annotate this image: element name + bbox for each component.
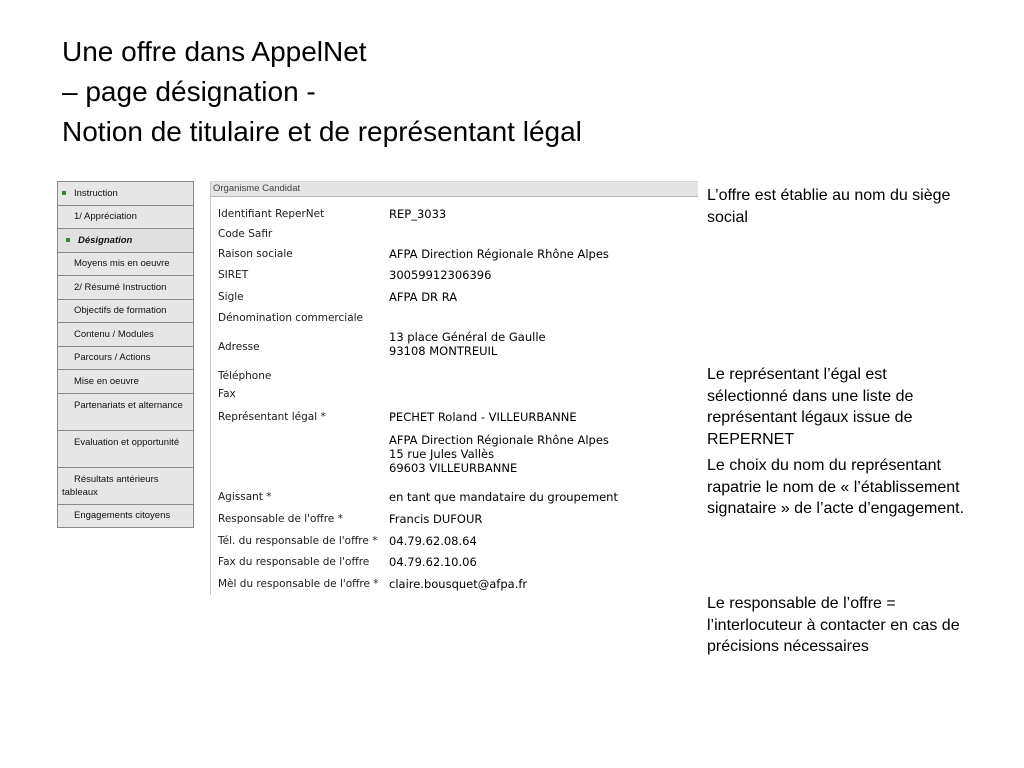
slide-title-line-2: – page désignation -: [62, 76, 316, 107]
field-label: Fax du responsable de l'offre: [218, 556, 370, 568]
address-line-1: 13 place Général de Gaulle: [389, 330, 546, 344]
nav-item-appreciation[interactable]: [57, 206, 194, 230]
slide-title-line-1: Une offre dans AppelNet: [62, 36, 367, 67]
nav-item-evaluation[interactable]: [57, 431, 194, 468]
field-value[interactable]: 30059912306396: [389, 268, 492, 282]
note-text: Le choix du nom du représentant rapatrie le nom de « l’établissement signataire » de l’acte d’engagement.: [707, 457, 965, 517]
rep-address-line-2: 15 rue Jules Vallès: [389, 447, 495, 461]
field-label: Identifiant ReperNet: [218, 208, 325, 220]
nav-item-label: Contenu / Modules: [74, 328, 154, 340]
field-value[interactable]: en tant que mandataire du groupement: [389, 490, 618, 504]
nav-item-label: Désignation: [78, 234, 133, 246]
note-choix-representant: [707, 455, 972, 520]
nav-item-parcours[interactable]: [57, 347, 194, 371]
field-label: Raison sociale: [218, 248, 293, 260]
nav-item-label: Parcours / Actions: [74, 352, 151, 364]
field-label: Dénomination commerciale: [218, 312, 364, 324]
slide-title: [62, 32, 962, 152]
field-label: Mèl du responsable de l'offre *: [218, 578, 379, 590]
rep-address-line-1: AFPA Direction Régionale Rhône Alpes: [389, 433, 609, 447]
field-value[interactable]: REP_3033: [389, 207, 447, 221]
organisme-candidat-panel: [210, 181, 698, 595]
field-label: Représentant légal *: [218, 411, 326, 423]
field-value[interactable]: [389, 330, 699, 358]
note-text: L’offre est établie au nom du siège social: [707, 187, 951, 226]
field-label: Agissant *: [218, 491, 272, 503]
note-responsable-offre: [707, 593, 972, 658]
field-label: Adresse: [218, 341, 260, 353]
field-label: Fax: [218, 388, 236, 400]
nav-item-engagements[interactable]: [57, 505, 194, 529]
panel-header: Organisme Candidat: [211, 181, 698, 197]
slide-title-line-3: Notion de titulaire et de représentant légal: [62, 116, 582, 147]
nav-item-label: Mise en oeuvre: [74, 375, 139, 387]
field-label: SIRET: [218, 269, 249, 281]
nav-item-label: Moyens mis en oeuvre: [74, 258, 170, 270]
field-value[interactable]: 04.79.62.08.64: [389, 534, 477, 548]
field-value: [389, 433, 699, 475]
nav-item-resume-instruction[interactable]: [57, 276, 194, 300]
field-label: Responsable de l'offre *: [218, 513, 343, 525]
nav-item-mise-en-oeuvre[interactable]: [57, 370, 194, 394]
bullet-icon: [66, 238, 70, 242]
field-label: Code Safir: [218, 228, 273, 240]
nav-item-resultats[interactable]: [57, 468, 194, 505]
address-line-2: 93108 MONTREUIL: [389, 344, 498, 358]
nav-item-label: Evaluation et opportunité: [74, 436, 180, 448]
field-value[interactable]: Francis DUFOUR: [389, 512, 483, 526]
nav-item-contenu[interactable]: [57, 323, 194, 347]
field-value[interactable]: AFPA Direction Régionale Rhône Alpes: [389, 247, 609, 261]
field-label: Téléphone: [218, 370, 272, 382]
nav-item-designation[interactable]: [57, 229, 194, 253]
field-value[interactable]: AFPA DR RA: [389, 290, 458, 304]
nav-item-label: Partenariats et alternance: [74, 399, 183, 411]
nav-item-instruction[interactable]: [57, 182, 194, 206]
nav-item-label: Instruction: [74, 187, 118, 199]
nav-item-label: 2/ Résumé Instruction: [74, 281, 167, 293]
bullet-icon: [62, 191, 66, 195]
nav-item-partenariats[interactable]: [57, 394, 194, 431]
field-label: Sigle: [218, 291, 244, 303]
field-value[interactable]: claire.bousquet@afpa.fr: [389, 577, 528, 591]
field-label: Tél. du responsable de l'offre *: [218, 535, 378, 547]
side-navigation: [57, 181, 194, 528]
note-text: Le représentant l’égal est sélectionné dans une liste de représentant légaux issue de REPERNET: [707, 366, 914, 448]
nav-item-label: Engagements citoyens: [74, 510, 171, 522]
rep-address-line-3: 69603 VILLEURBANNE: [389, 461, 518, 475]
nav-item-label: Objectifs de formation: [74, 305, 167, 317]
note-siege-social: [707, 185, 972, 228]
nav-item-label: Résultats antérieurs tableaux: [62, 473, 159, 498]
nav-item-moyens[interactable]: [57, 253, 194, 277]
nav-item-objectifs[interactable]: [57, 300, 194, 324]
nav-item-label: 1/ Appréciation: [74, 211, 137, 223]
note-text: Le responsable de l’offre = l’interlocuteur à contacter en cas de précisions nécessaires: [707, 595, 960, 655]
representant-select[interactable]: PECHET Roland - VILLEURBANNE: [389, 410, 577, 424]
field-value[interactable]: 04.79.62.10.06: [389, 555, 477, 569]
note-representant-legal: [707, 364, 972, 450]
